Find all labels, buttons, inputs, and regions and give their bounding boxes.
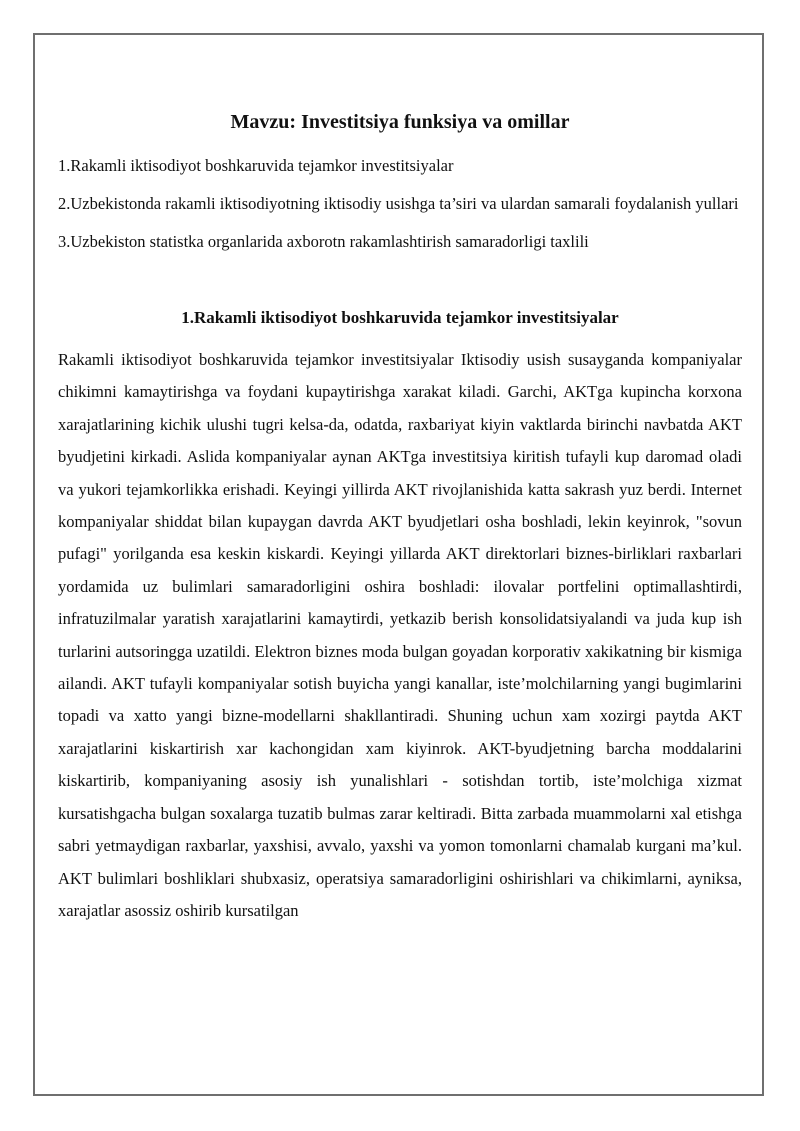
outline-item-1: 1.Rakamli iktisodiyot boshkaruvida tejamkor investitsiyalar [58, 156, 454, 175]
outline-item-3: 3.Uzbekiston statistka organlarida axborotn rakamlashtirish samaradorligi taxlili [58, 232, 589, 251]
topic-outline [58, 152, 742, 256]
outline-item-2: 2.Uzbekistonda rakamli iktisodiyotning iktisodiy usishga ta’siri va ulardan samarali foydalanish yullari [58, 194, 739, 213]
section-heading: 1.Rakamli iktisodiyot boshkaruvida tejamkor investitsiyalar [181, 308, 619, 327]
document-content [58, 108, 742, 927]
document-title: Mavzu: Investitsiya funksiya va omillar [230, 111, 570, 133]
body-paragraph: Rakamli iktisodiyot boshkaruvida tejamkor investitsiyalar Iktisodiy usish susayganda kompaniyalar chikimni kamaytirishga va foydani kupaytirishga xarakat kiladi. Garchi, AKTga kupincha korxona xarajatlarining kichik ulushi tugri kelsa-da, odatda, raxbariyat kiyin vaktlarda birinchi navbatda AKT byudjetini kirkadi. Aslida kompaniyalar aynan AKTga investitsiya kiritish tufayli kup daromad oladi va yukori tejamkorlikka erishadi. Keyingi yillirda AKT rivojlanishida katta sakrash yuz berdi. Internet kompaniyalar shiddat bilan kupaygan davrda AKT byudjetlari osha boshladi, lekin keyinrok, "sovun pufagi" yorilganda esa keskin kiskardi. Keyingi yillarda AKT direktorlari biznes-birliklari raxbarlari yordamida uz bulimlari samaradorligini oshira boshladi: ilovalar portfelini optimallashtirdi, infratuzilmalar yaratish xarajatlarini kamaytirdi, yetkazib berish konsolidatsiyalandi va juda kup ish turlarini autsoringga uzatildi. Elektron biznes moda bulgan goyadan korporativ xakikatning bir kismiga ailandi. AKT tufayli kompaniyalar sotish buyicha yangi kanallar, iste’molchilarning yangi bugimlarini topadi va xatto yangi bizne-modellarni shakllantiradi. Shuning uchun xam xozirgi paytda AKT xarajatlarini kiskartirish xar kachongidan xam kiyinrok. AKT-byudjetning barcha moddalarini kiskartirib, kompaniyaning asosiy ish yunalishlari - sotishdan tortib, iste’molchiga xizmat kursatishgacha bulgan soxalarga tuzatib bulmas zarar keltiradi. Bitta zarbada muammolarni xal etishga sabri yetmaydigan raxbarlar, yaxshisi, avvalo, yaxshi va yomon tomonlarni chamalab kurgani ma’kul. AKT bulimlari boshliklari shubxasiz, operatsiya samaradorligini oshirishlari va chikimlarni, ayniksa, xarajatlar asossiz oshirib kursatilgan [58, 350, 742, 920]
